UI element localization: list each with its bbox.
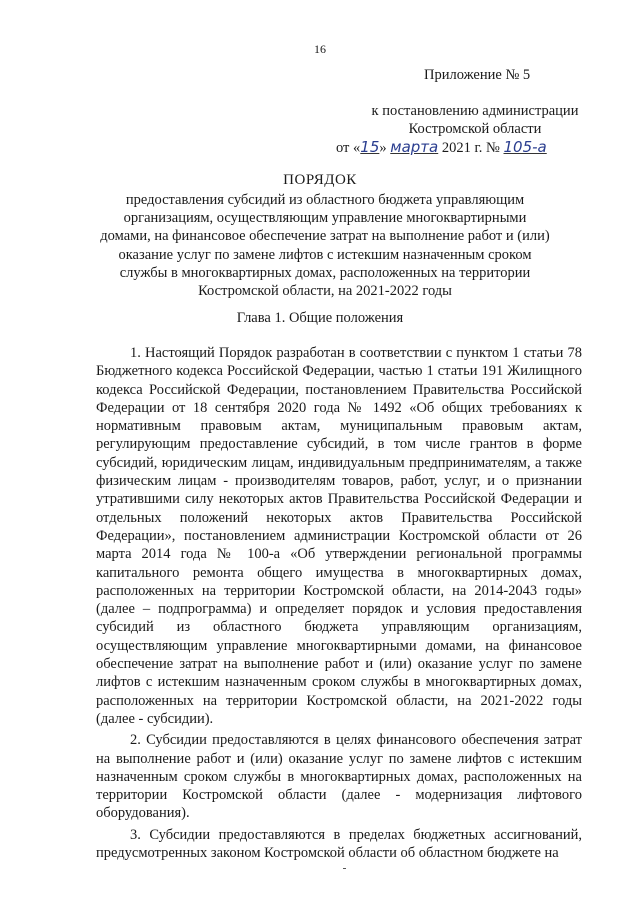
date-mid: » bbox=[379, 140, 391, 156]
resolution-date-line bbox=[336, 138, 547, 157]
scan-artifact bbox=[343, 868, 346, 869]
date-year: 2021 г. № bbox=[438, 140, 504, 156]
page-number: 16 bbox=[314, 42, 326, 56]
document-subtitle: предоставления субсидий из областного бюджета управляющим организациям, осуществляющим управление многоквартирными домами, на финансовое обеспечение затрат на выполнение работ и (или) оказание услуг по замене лифтов с истекшим назначенным сроком службы в многоквартирных домах, расположенных на территории Костромской области, на 2021-2022 годы bbox=[100, 192, 550, 300]
resolution-number-handwritten: 105-а bbox=[503, 138, 547, 156]
document-body bbox=[96, 344, 582, 865]
paragraph-1: 1. Настоящий Порядок разработан в соответствии с пунктом 1 статьи 78 Бюджетного кодекса Российской Федерации, частью 1 статьи 191 Жилищного кодекса Российской Федерации, постановлением Правительства Российской Федерации от 18 сентября 2020 года № 1492 «Об общих требованиях к нормативным правовым актам, муниципальным правовым актам, регулирующим предоставление субсидий, в том числе грантов в форме субсидий, юридическим лицам, индивидуальным предпринимателям, а также физическим лицам - производителям товаров, работ, услуг, и о признании утратившими силу некоторых актов Правительства Российской Федерации и отдельных положений некоторых актов Правительства Российской Федерации», постановлением администрации Костромской области от 26 марта 2014 года № 100-а «Об утверждении региональной программы капитального ремонта общего имущества в многоквартирных домах, расположенных на территории Костромской области, на 2014-2043 годы» (далее – подпрограмма) и определяет порядок и условия предоставления субсидий из областного бюджета управляющим организациям, осуществляющим управление многоквартирными домами, на финансовое обеспечение затрат на выполнение работ и (или) оказание услуг по замене лифтов с истекшим назначенным сроком службы в многоквартирных домах, расположенных на территории Костромской области, на 2021-2022 годы (далее - субсидии). bbox=[96, 345, 582, 727]
date-month-handwritten: марта bbox=[390, 138, 439, 156]
appendix-title: Приложение № 5 bbox=[424, 67, 531, 83]
chapter-title: Глава 1. Общие положения bbox=[236, 310, 404, 326]
paragraph-3: 3. Субсидии предоставляются в пределах бюджетных ассигнований, предусмотренных законом Костромской области об областном бюджете на bbox=[96, 826, 582, 862]
appendix-header bbox=[380, 67, 620, 84]
date-prefix: от « bbox=[336, 140, 361, 156]
resolution-reference bbox=[330, 102, 620, 138]
paragraph-2: 2. Субсидии предоставляются в целях финансового обеспечения затрат на выполнение работ и (или) оказание услуг по замене лифтов с истекшим назначенным сроком службы в многоквартирных домах, расположенных на территории Костромской области (далее - модернизация лифтового оборудования). bbox=[96, 732, 582, 822]
resolution-line-1: к постановлению администрации bbox=[371, 103, 579, 119]
date-day-handwritten: 15 bbox=[360, 138, 380, 156]
document-title: ПОРЯДОК bbox=[283, 172, 357, 188]
resolution-line-2: Костромской области bbox=[408, 121, 542, 137]
